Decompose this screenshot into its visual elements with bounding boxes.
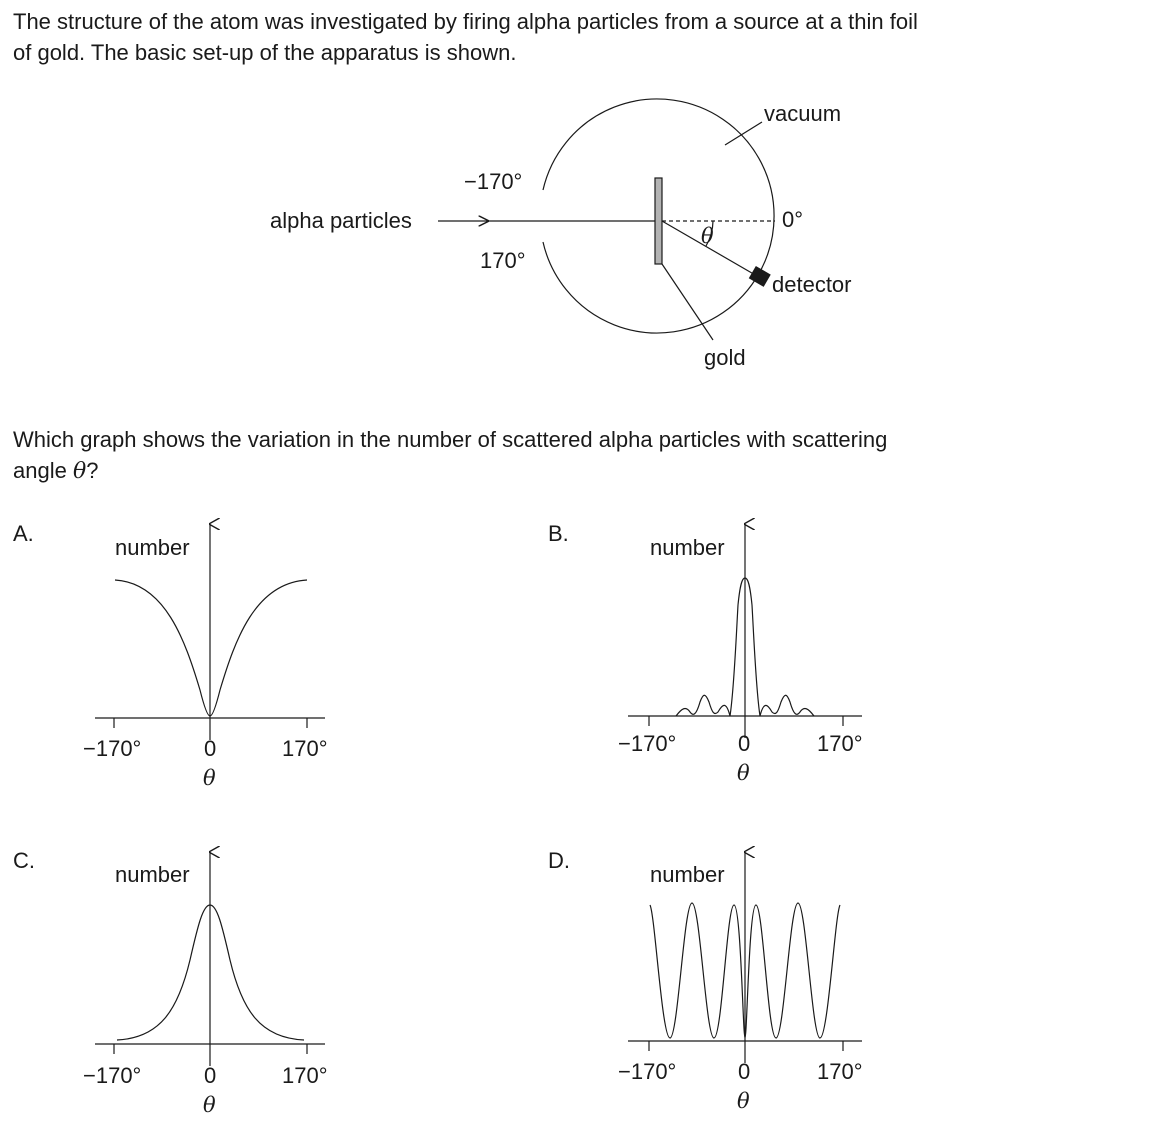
- theta-label: θ: [701, 224, 714, 248]
- gold-label: gold: [704, 345, 746, 370]
- vacuum-label: vacuum: [764, 101, 842, 126]
- graph-c-tick-right-label: 170°: [282, 1063, 328, 1088]
- graph-d-tick-right-label: 170°: [817, 1059, 863, 1084]
- graph-b-xlabel: θ: [737, 761, 750, 785]
- graph-b-tick-right-label: 170°: [817, 731, 863, 756]
- graph-b-tick-left-label: −170°: [618, 731, 677, 756]
- question-line-2-suffix: ?: [86, 458, 99, 483]
- graph-d-xlabel: θ: [737, 1089, 750, 1113]
- graph-c-tick-mid-label: 0: [204, 1063, 217, 1088]
- question-line-1: Which graph shows the variation in the number of scattered alpha particles with scattering: [13, 427, 888, 452]
- apparatus-diagram: [438, 99, 775, 340]
- graph-c-tick-left-label: −170°: [83, 1063, 142, 1088]
- graph-d[interactable]: [618, 852, 863, 1113]
- option-c-letter[interactable]: C.: [13, 848, 35, 873]
- option-a-letter[interactable]: A.: [13, 521, 34, 546]
- graph-a-tick-mid-label: 0: [204, 736, 217, 761]
- gold-foil: [655, 178, 662, 264]
- graph-a-xlabel: θ: [203, 766, 216, 790]
- graph-b-tick-mid-label: 0: [738, 731, 751, 756]
- graph-d-ylabel: number: [650, 862, 725, 887]
- graph-c-xlabel: θ: [203, 1093, 216, 1117]
- detector-label: detector: [772, 272, 852, 297]
- graph-a-tick-right-label: 170°: [282, 736, 328, 761]
- option-b-letter[interactable]: B.: [548, 521, 569, 546]
- question-theta: θ: [72, 459, 87, 484]
- zero-degree-label: 0°: [782, 207, 804, 232]
- graph-b-ylabel: number: [650, 535, 725, 560]
- graph-d-tick-left-label: −170°: [618, 1059, 677, 1084]
- intro-line-2: of gold. The basic set-up of the apparatus is shown.: [13, 40, 517, 65]
- graph-a-tick-left-label: −170°: [83, 736, 142, 761]
- angle-minus-170-label: −170°: [464, 169, 523, 194]
- option-d-letter[interactable]: D.: [548, 848, 570, 873]
- graph-b[interactable]: [618, 524, 863, 785]
- graph-c[interactable]: [83, 852, 328, 1117]
- graph-a-ylabel: number: [115, 535, 190, 560]
- graph-c-ylabel: number: [115, 862, 190, 887]
- intro-line-1: The structure of the atom was investigated by firing alpha particles from a source at a thin foil: [13, 9, 918, 34]
- graph-a[interactable]: [83, 524, 328, 790]
- graph-d-tick-mid-label: 0: [738, 1059, 751, 1084]
- alpha-particles-label: alpha particles: [270, 208, 412, 233]
- angle-plus-170-label: 170°: [480, 248, 526, 273]
- question-line-2-prefix: angle: [13, 458, 73, 483]
- graph-a-curve: [115, 580, 307, 716]
